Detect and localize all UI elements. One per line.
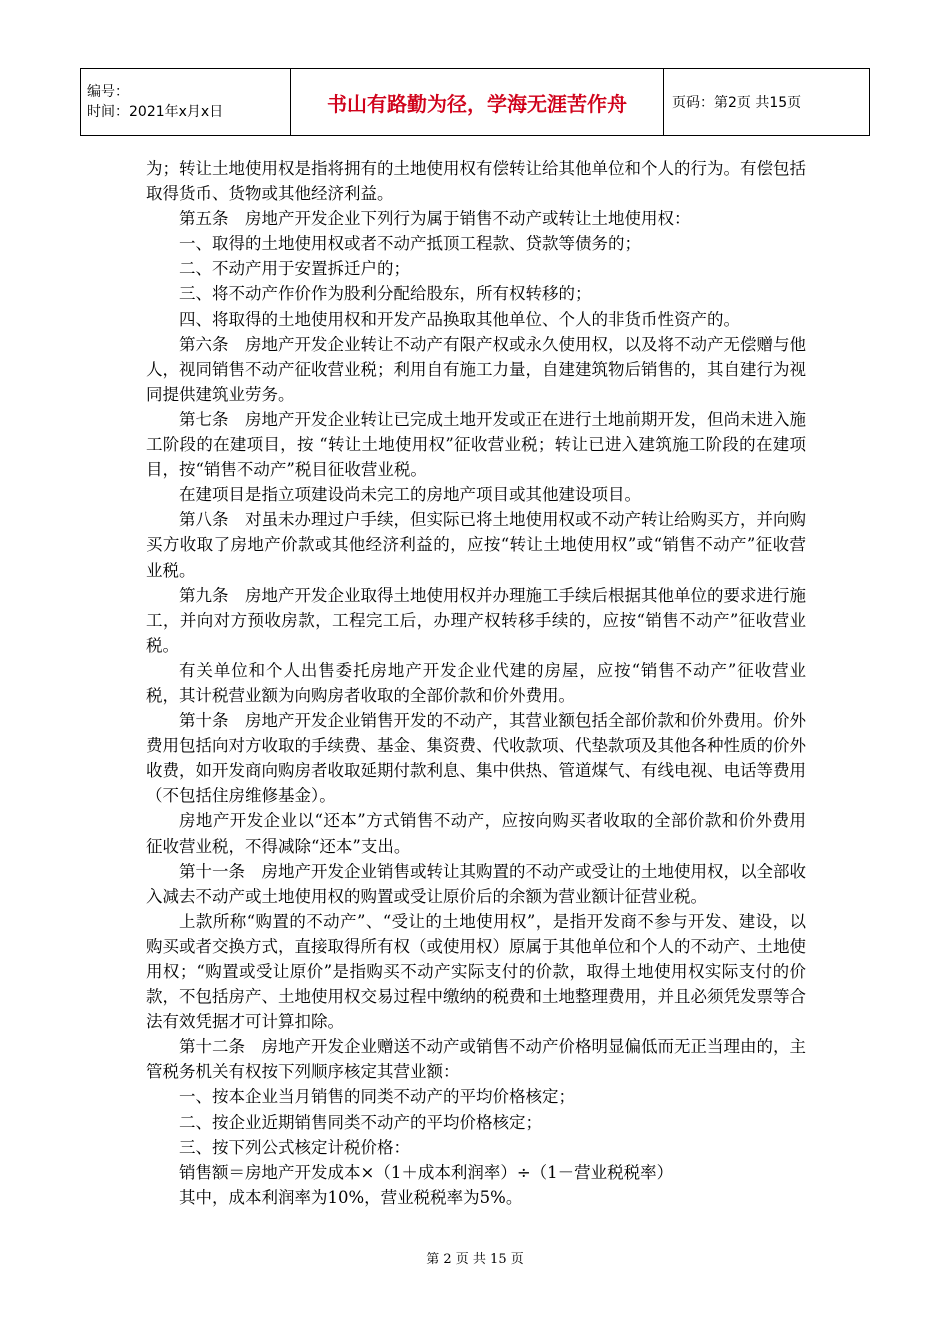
paragraph: 第五条 房地产开发企业下列行为属于销售不动产或转让土地使用权： [179,209,691,229]
header-meta-cell [81,69,291,136]
paragraph: 房地产开发企业以“还本”方式销售不动产，应按向购买者收取的全部价款和价外费用征收营业税，不得减除“还本”支出。 [146,811,806,856]
page-footer [0,1248,950,1267]
footer-page-number: 第 2 页 共 15 页 [426,1252,524,1267]
paragraph: 第九条 房地产开发企业取得土地使用权并办理施工手续后根据其他单位的要求进行施工，并向对方预收房款，工程完工后，办理产权转移手续的，应按“销售不动产”征收营业税。 [146,585,806,655]
paragraph: 二、按企业近期销售同类不动产的平均价格核定； [179,1112,542,1132]
paragraph: 三、将不动产作价作为股利分配给股东，所有权转移的； [179,284,592,304]
paragraph: 第八条 对虽未办理过户手续，但实际已将土地使用权或不动产转让给购买方，并向购买方收取了房地产价款或其他经济利益的，应按“转让土地使用权”或“销售不动产”征收营业税。 [146,510,806,580]
document-number: 编号： [87,84,129,100]
paragraph: 第十一条 房地产开发企业销售或转让其购置的不动产或受让的土地使用权，以全部收入减去不动产或土地使用权的购置或受让原价后的余额为营业额计征营业税。 [146,861,806,906]
paragraph: 第十二条 房地产开发企业赠送不动产或销售不动产价格明显偏低而无正当理由的，主管税务机关有权按下列顺序核定其营业额： [146,1037,806,1082]
paragraph: 为；转让土地使用权是指将拥有的土地使用权有偿转让给其他单位和个人的行为。有偿包括取得货币、货物或其他经济利益。 [146,159,806,204]
document-body [146,156,806,1210]
paragraph: 二、不动产用于安置拆迁户的； [179,259,410,279]
header-motto: 书山有路勤为径，学海无涯苦作舟 [291,69,664,136]
paragraph: 第六条 房地产开发企业转让不动产有限产权或永久使用权，以及将不动产无偿赠与他人，视同销售不动产征收营业税；利用自有施工力量，自建建筑物后销售的，其自建行为视同提供建筑业劳务。 [146,334,806,404]
paragraph: 有关单位和个人出售委托房地产开发企业代建的房屋，应按“销售不动产”征收营业税，其计税营业额为向购房者收取的全部价款和价外费用。 [146,660,806,705]
paragraph: 上款所称“购置的不动产”、“受让的土地使用权”，是指开发商不参与开发、建设，以购买或者交换方式，直接取得所有权（或使用权）原属于其他单位和个人的不动产、土地使用权；“购置或受让原价”是指购买不动产实际支付的价款，取得土地使用权实际支付的价款，不包括房产、土地使用权交易过程中缴纳的税费和土地整理费用，并且必须凭发票等合法有效凭据才可计算扣除。 [146,911,806,1032]
paragraph: 一、按本企业当月销售的同类不动产的平均价格核定； [179,1087,575,1107]
document-date: 时间：2021年x月x日 [87,104,224,120]
paragraph: 其中，成本利润率为10%，营业税税率为5%。 [179,1187,523,1207]
paragraph: 四、将取得的土地使用权和开发产品换取其他单位、个人的非货币性资产的。 [179,309,740,329]
paragraph: 三、按下列公式核定计税价格： [179,1137,410,1157]
paragraph: 在建项目是指立项建设尚未完工的房地产项目或其他建设项目。 [179,485,641,505]
header-page-number: 页码：第2页 共15页 [664,69,870,136]
formula: 销售额＝房地产开发成本×（1＋成本利润率）÷（1－营业税税率） [179,1162,674,1182]
paragraph: 第十条 房地产开发企业销售开发的不动产，其营业额包括全部价款和价外费用。价外费用包括向对方收取的手续费、基金、集资费、代收款项、代垫款项及其他各种性质的价外收费，如开发商向购房者收取延期付款利息、集中供热、管道煤气、有线电视、电话等费用（不包括住房维修基金）。 [146,711,806,806]
paragraph: 一、取得的土地使用权或者不动产抵顶工程款、贷款等债务的； [179,234,641,254]
page-header [80,68,870,136]
paragraph: 第七条 房地产开发企业转让已完成土地开发或正在进行土地前期开发，但尚未进入施工阶段的在建项目，按 “转让土地使用权”征收营业税；转让已进入建筑施工阶段的在建项目，按“销售不动产”税目征收营业税。 [146,409,806,480]
